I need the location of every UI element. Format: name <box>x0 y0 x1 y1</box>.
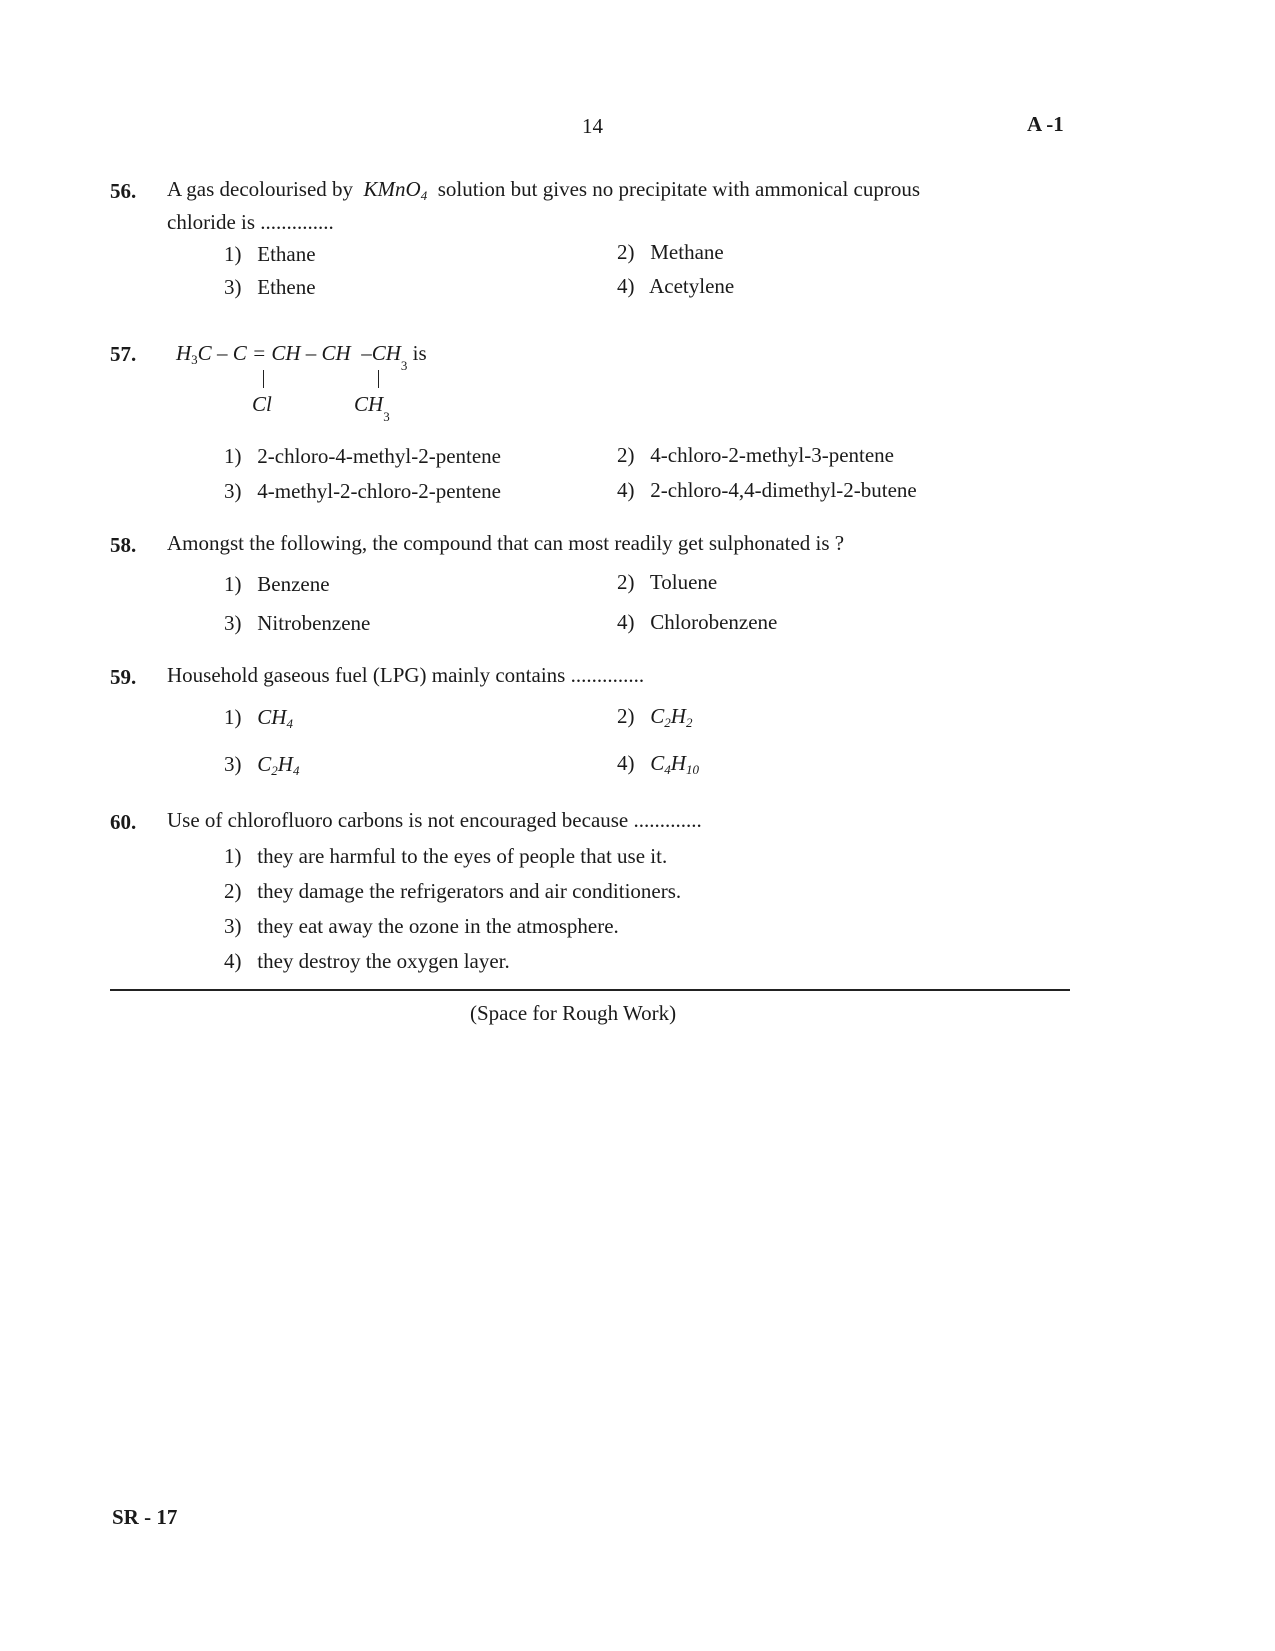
option-4[interactable] <box>224 951 510 972</box>
formula <box>257 752 299 776</box>
formula <box>364 177 428 201</box>
option-number: 2) <box>617 240 635 264</box>
chain: = CH – CH <box>251 341 351 365</box>
option-text: 4-methyl-2-chloro-2-pentene <box>257 479 501 503</box>
option-text: they eat away the ozone in the atmosphere. <box>257 914 619 938</box>
formula-part: H <box>670 751 686 775</box>
formula <box>650 704 692 728</box>
option-number: 4) <box>617 751 635 775</box>
rough-work-label: (Space for Rough Work) <box>470 1001 677 1025</box>
option-number: 1) <box>224 844 242 868</box>
formula-part: C <box>650 704 665 728</box>
question-text: Amongst the following, the compound that can most readily get sulphonated is ? <box>167 531 845 555</box>
option-text: 2-chloro-4-methyl-2-pentene <box>257 444 501 468</box>
option-number: 3) <box>224 752 242 776</box>
option-1[interactable] <box>224 574 330 595</box>
formula-part: C <box>257 752 272 776</box>
formula-part: CH <box>257 705 287 729</box>
option-text: Nitrobenzene <box>257 611 371 635</box>
option-1[interactable] <box>224 705 293 731</box>
bond-line <box>263 370 264 388</box>
atom: CH <box>354 392 384 416</box>
question-number: 60. <box>110 810 137 834</box>
option-text: Ethene <box>257 275 316 299</box>
option-3[interactable] <box>224 277 316 298</box>
option-number: 2) <box>617 570 635 594</box>
formula-part: H <box>670 704 686 728</box>
divider-line <box>110 989 1070 991</box>
option-1[interactable] <box>224 244 316 265</box>
option-number: 2) <box>617 704 635 728</box>
option-2[interactable] <box>224 881 681 902</box>
option-text: 2-chloro-4,4-dimethyl-2-butene <box>650 478 917 502</box>
option-text: Methane <box>650 240 724 264</box>
formula-sub: 4 <box>420 188 428 203</box>
option-text: they damage the refrigerators and air conditioners. <box>257 879 682 903</box>
option-number: 4) <box>224 949 242 973</box>
option-number: 2) <box>224 879 242 903</box>
option-4[interactable] <box>617 751 699 777</box>
atom: H <box>176 341 192 365</box>
bond-line <box>378 370 379 388</box>
subscript: 3 <box>383 409 390 424</box>
formula-sub: 2 <box>664 715 671 730</box>
option-2[interactable] <box>617 445 894 466</box>
question-text-line2: chloride is .............. <box>167 210 334 234</box>
chlorine-substituent <box>252 394 272 415</box>
question-number: 58. <box>110 533 137 557</box>
formula-sub: 4 <box>292 763 300 778</box>
option-number: 4) <box>617 274 635 298</box>
option-2[interactable] <box>617 242 724 263</box>
option-text: Benzene <box>257 572 330 596</box>
subscript: 3 <box>191 352 198 367</box>
option-text: they are harmful to the eyes of people that use it. <box>257 844 668 868</box>
question-number: 57. <box>110 342 137 366</box>
option-4[interactable] <box>617 480 917 501</box>
formula-part: H <box>277 752 293 776</box>
option-number: 1) <box>224 242 242 266</box>
option-number: 3) <box>224 275 242 299</box>
question-text: Household gaseous fuel (LPG) mainly contains .............. <box>167 663 645 687</box>
option-1[interactable] <box>224 446 501 467</box>
option-number: 4) <box>617 610 635 634</box>
methyl-substituent <box>354 392 390 424</box>
formula-main: KMnO <box>363 177 421 201</box>
formula <box>257 705 293 729</box>
option-text: 4-chloro-2-methyl-3-pentene <box>650 443 894 467</box>
subscript: 3 <box>400 358 408 373</box>
paper-code: A -1 <box>1027 112 1064 136</box>
question-number: 59. <box>110 665 137 689</box>
option-number: 2) <box>617 443 635 467</box>
option-4[interactable] <box>617 276 734 297</box>
option-3[interactable] <box>224 916 619 937</box>
text-part: solution but gives no precipitate with ammonical cuprous <box>437 177 921 201</box>
formula-sub: 10 <box>685 762 699 777</box>
option-number: 1) <box>224 572 242 596</box>
formula-sub: 4 <box>664 762 671 777</box>
atom: –CH <box>361 341 401 365</box>
option-1[interactable] <box>224 846 667 867</box>
option-3[interactable] <box>224 613 370 634</box>
option-3[interactable] <box>224 752 300 778</box>
formula <box>650 751 699 775</box>
formula-sub: 2 <box>685 715 693 730</box>
option-text: Ethane <box>257 242 316 266</box>
bond: – <box>216 341 228 365</box>
option-text: Toluene <box>649 570 718 594</box>
formula-sub: 4 <box>286 716 293 731</box>
text-is: is <box>412 341 427 365</box>
question-number: 56. <box>110 179 137 203</box>
option-text: they destroy the oxygen layer. <box>257 949 510 973</box>
option-number: 3) <box>224 611 242 635</box>
formula-part: C <box>650 751 665 775</box>
option-number: 3) <box>224 914 242 938</box>
option-text: Acetylene <box>649 274 735 298</box>
option-2[interactable] <box>617 704 693 730</box>
page-number: 14 <box>582 114 603 138</box>
footer-code: SR - 17 <box>112 1505 178 1529</box>
option-3[interactable] <box>224 481 501 502</box>
structure-formula <box>176 341 427 373</box>
option-number: 3) <box>224 479 242 503</box>
question-text <box>167 177 921 203</box>
option-4[interactable] <box>617 612 777 633</box>
option-number: 1) <box>224 444 242 468</box>
option-number: 4) <box>617 478 635 502</box>
question-text: Use of chlorofluoro carbons is not encouraged because ............. <box>167 808 702 832</box>
option-text: Chlorobenzene <box>650 610 778 634</box>
atom: C <box>232 341 247 365</box>
text-part: A gas decolourised by <box>167 177 354 201</box>
option-number: 1) <box>224 705 242 729</box>
formula-sub: 2 <box>271 763 278 778</box>
atom: C <box>197 341 212 365</box>
atom: Cl <box>252 392 272 416</box>
option-2[interactable] <box>617 572 717 593</box>
